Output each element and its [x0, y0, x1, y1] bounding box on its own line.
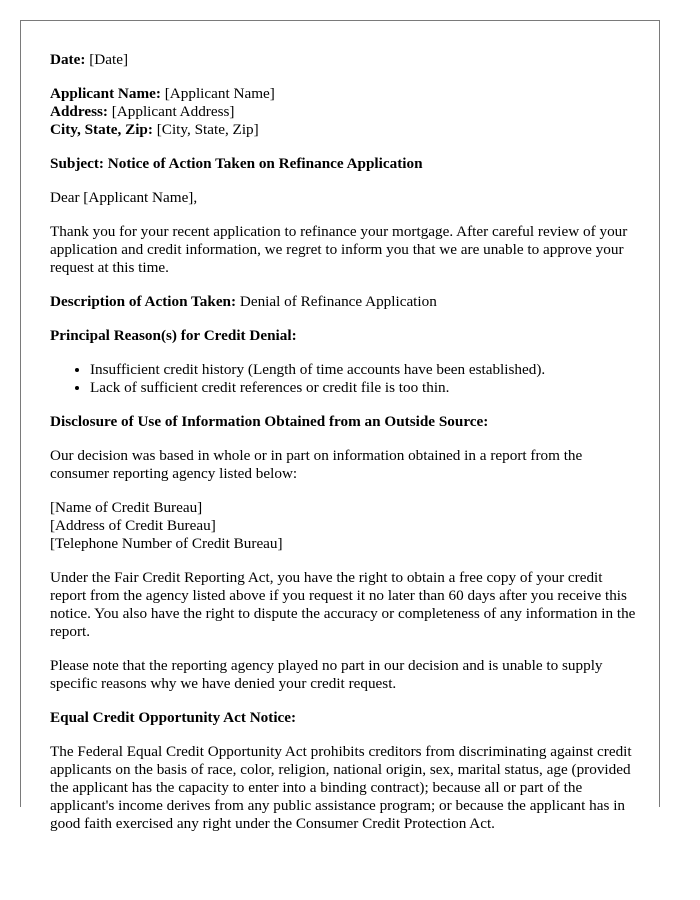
reasons-list — [50, 361, 640, 397]
reason-item: • Lack of sufficient credit references or credit file is too thin. — [90, 379, 640, 397]
action-taken-line — [50, 293, 640, 311]
bureau-name: [Name of Credit Bureau] — [50, 499, 203, 516]
applicant-name-label: Applicant Name: — [50, 85, 161, 102]
applicant-address-label: Address: — [50, 103, 108, 120]
date-value: [Date] — [89, 51, 129, 68]
fcra-paragraph: Under the Fair Credit Reporting Act, you have the right to obtain a free copy of your credit report from the agency listed above if you request it no later than 60 days after you receive this notice. You also have the right to dispute the accuracy or completeness of any information in the report. — [50, 569, 636, 640]
note-paragraph: Please note that the reporting agency played no part in our decision and is unable to supply specific reasons why we have denied your credit request. — [50, 657, 603, 692]
action-taken-value: Denial of Refinance Application — [239, 293, 437, 310]
applicant-address-value: [Applicant Address] — [111, 103, 235, 120]
disclosure-paragraph: Our decision was based in whole or in part on information obtained in a report from the consumer reporting agency listed below: — [50, 447, 583, 482]
reason-item: • Insufficient credit history (Length of time accounts have been established). — [90, 361, 640, 379]
applicant-block — [50, 85, 640, 139]
intro-paragraph: Thank you for your recent application to refinance your mortgage. After careful review of your application and credit information, we regret to inform you that we are unable to approve your request at this time. — [50, 223, 628, 276]
applicant-city-label: City, State, Zip: — [50, 121, 153, 138]
applicant-city-value: [City, State, Zip] — [156, 121, 259, 138]
applicant-name-value: [Applicant Name] — [164, 85, 275, 102]
action-taken-label: Description of Action Taken: — [50, 293, 237, 310]
subject-line: Subject: Notice of Action Taken on Refinance Application — [50, 155, 423, 172]
salutation: Dear [Applicant Name], — [50, 189, 198, 206]
date-label: Date: — [50, 51, 86, 68]
applicant-name-line — [50, 85, 640, 103]
letter-page — [20, 20, 660, 832]
letter-body — [50, 51, 640, 849]
ecoa-heading: Equal Credit Opportunity Act Notice: — [50, 709, 297, 726]
credit-bureau-block — [50, 499, 640, 553]
applicant-address-line — [50, 103, 640, 121]
bureau-address: [Address of Credit Bureau] — [50, 517, 216, 534]
applicant-city-line — [50, 121, 640, 139]
bureau-phone: [Telephone Number of Credit Bureau] — [50, 535, 283, 552]
ecoa-paragraph: The Federal Equal Credit Opportunity Act prohibits creditors from discriminating against credit applicants on the basis of race, color, religion, national origin, sex, marital status, age (provided the applicant has the capacity to enter into a binding contract); because all or part of the applicant's income derives from any public assistance program; or because the applicant has in good faith exercised any right under the Consumer Credit Protection Act. — [50, 743, 632, 832]
date-line — [50, 51, 640, 69]
reasons-heading: Principal Reason(s) for Credit Denial: — [50, 327, 297, 344]
disclosure-heading: Disclosure of Use of Information Obtained from an Outside Source: — [50, 413, 489, 430]
